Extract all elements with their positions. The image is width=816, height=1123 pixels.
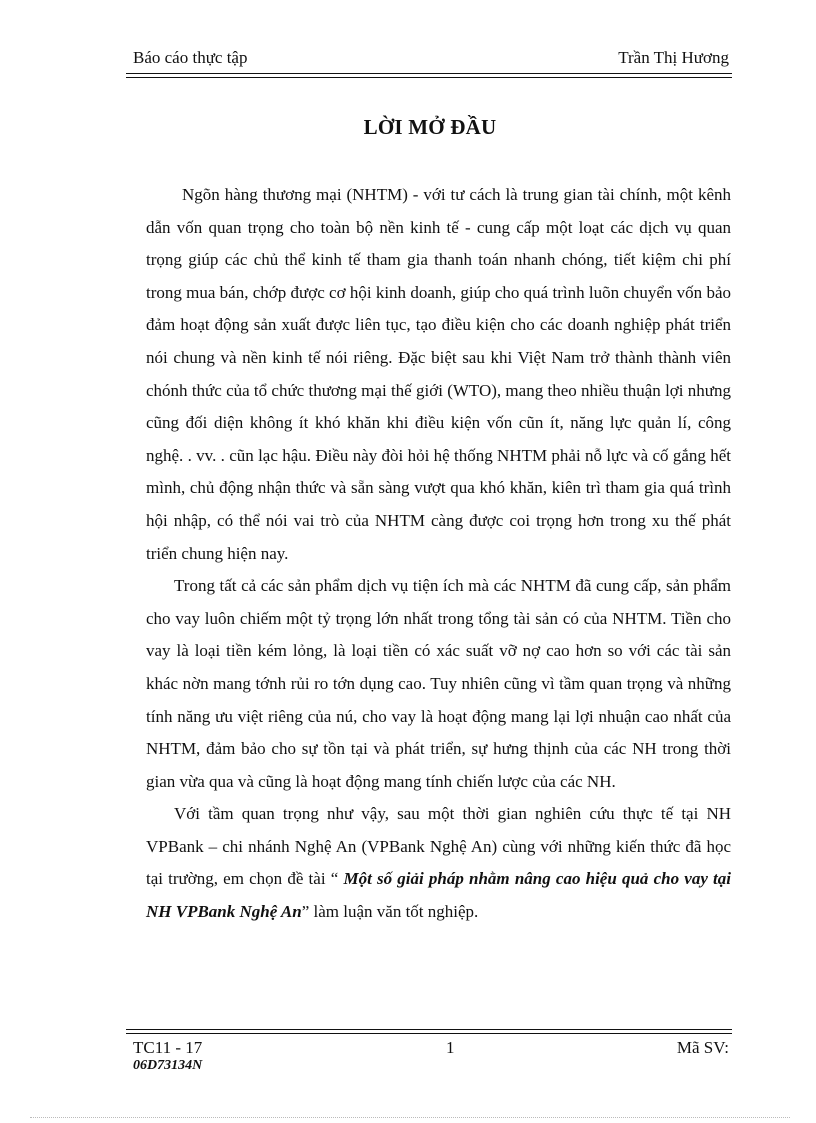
footer-divider bbox=[126, 1029, 732, 1030]
header-report-title: Báo cáo thực tập bbox=[133, 48, 248, 67]
document-body bbox=[146, 179, 731, 929]
paragraph-topic-end: ” làm luận văn tốt nghiệp. bbox=[301, 902, 479, 922]
header-divider-secondary bbox=[126, 77, 732, 78]
page-title: LỜI MỞ ĐẦU bbox=[363, 115, 497, 139]
page-bottom-edge bbox=[30, 1117, 790, 1118]
page-number: 1 bbox=[446, 1038, 455, 1057]
paragraph-topic bbox=[146, 798, 731, 928]
paragraph-topic-start: Với tầm quan trọng như vậy, sau một thời gian nghiên cứu thực tế tại NH VPBank – chi nhánh Nghệ An (VPBank Nghệ An) cùng với những kiến thức đã học tại trường, em chọn đề tài “ bbox=[146, 804, 731, 889]
paragraph-intro: Ngõn hàng thương mại (NHTM) - với tư cách là trung gian tài chính, một kênh dẫn vốn quan trọng cho toàn bộ nền kinh tế - cung cấp một loạt các dịch vụ quan trọng giúp các chủ thể kinh tế tham gia thanh toán nhanh chóng, tiết kiệm chi phí trong mua bán, chớp được cơ hội kinh doanh, giúp cho quá trình luõn chuyển vốn bảo đảm hoạt động sản xuất được liên tục, tạo điều kiện cho các doanh nghiệp phát triển nói chung và nền kinh tế nói riêng. Đặc biệt sau khi Việt Nam trở thành thành viên chónh thức của tổ chức thương mại thế giới (WTO), mang theo nhiều thuận lợi nhưng cũng đối diện không ít khó khăn khi điều kiện vốn cũn ít, năng lực quản lí, công nghệ. . vv. . cũn lạc hậu. Điều này đòi hỏi hệ thống NHTM phải nỗ lực và cố gắng hết mình, chủ động nhận thức và sẵn sàng vượt qua khó khăn, kiên trì tham gia quá trình hội nhập, có thể nói vai trò của NHTM càng được coi trọng hơn trong xu thế phát triển chung hiện nay. bbox=[146, 185, 731, 563]
thesis-topic-title: Một số giải pháp nhằm nâng cao hiệu quả cho vay tại NH VPBank Nghệ An bbox=[146, 869, 731, 922]
footer-divider-secondary bbox=[126, 1033, 732, 1034]
footer-class-code: TC11 - 17 bbox=[133, 1038, 203, 1057]
header-author-name: Trần Thị Hương bbox=[618, 48, 729, 67]
footer-student-id: 06D73134N bbox=[133, 1058, 203, 1073]
paragraph-lending: Trong tất cả các sản phẩm dịch vụ tiện ích mà các NHTM đã cung cấp, sản phẩm cho vay luôn chiếm một tỷ trọng lớn nhất trong tổng tài sản có của NHTM. Tiền cho vay là loại tiền kém lỏng, là loại tiền có xác suất vỡ nợ cao hơn so với các tài sản khác nờn mang tớnh rủi ro tớn dụng cao. Tuy nhiên cũng vì tầm quan trọng và những tính năng ưu việt riêng của nú, cho vay là hoạt động mang lại lợi nhuận cao nhất của NHTM, đảm bảo cho sự tồn tại và phát triển, sự hưng thịnh của các NH trong thời gian vừa qua và cũng là hoạt động mang tính chiến lược của các NH. bbox=[146, 576, 731, 791]
header-divider bbox=[126, 73, 732, 74]
page-header bbox=[133, 48, 729, 72]
footer-student-id-label: Mã SV: bbox=[676, 1038, 729, 1057]
